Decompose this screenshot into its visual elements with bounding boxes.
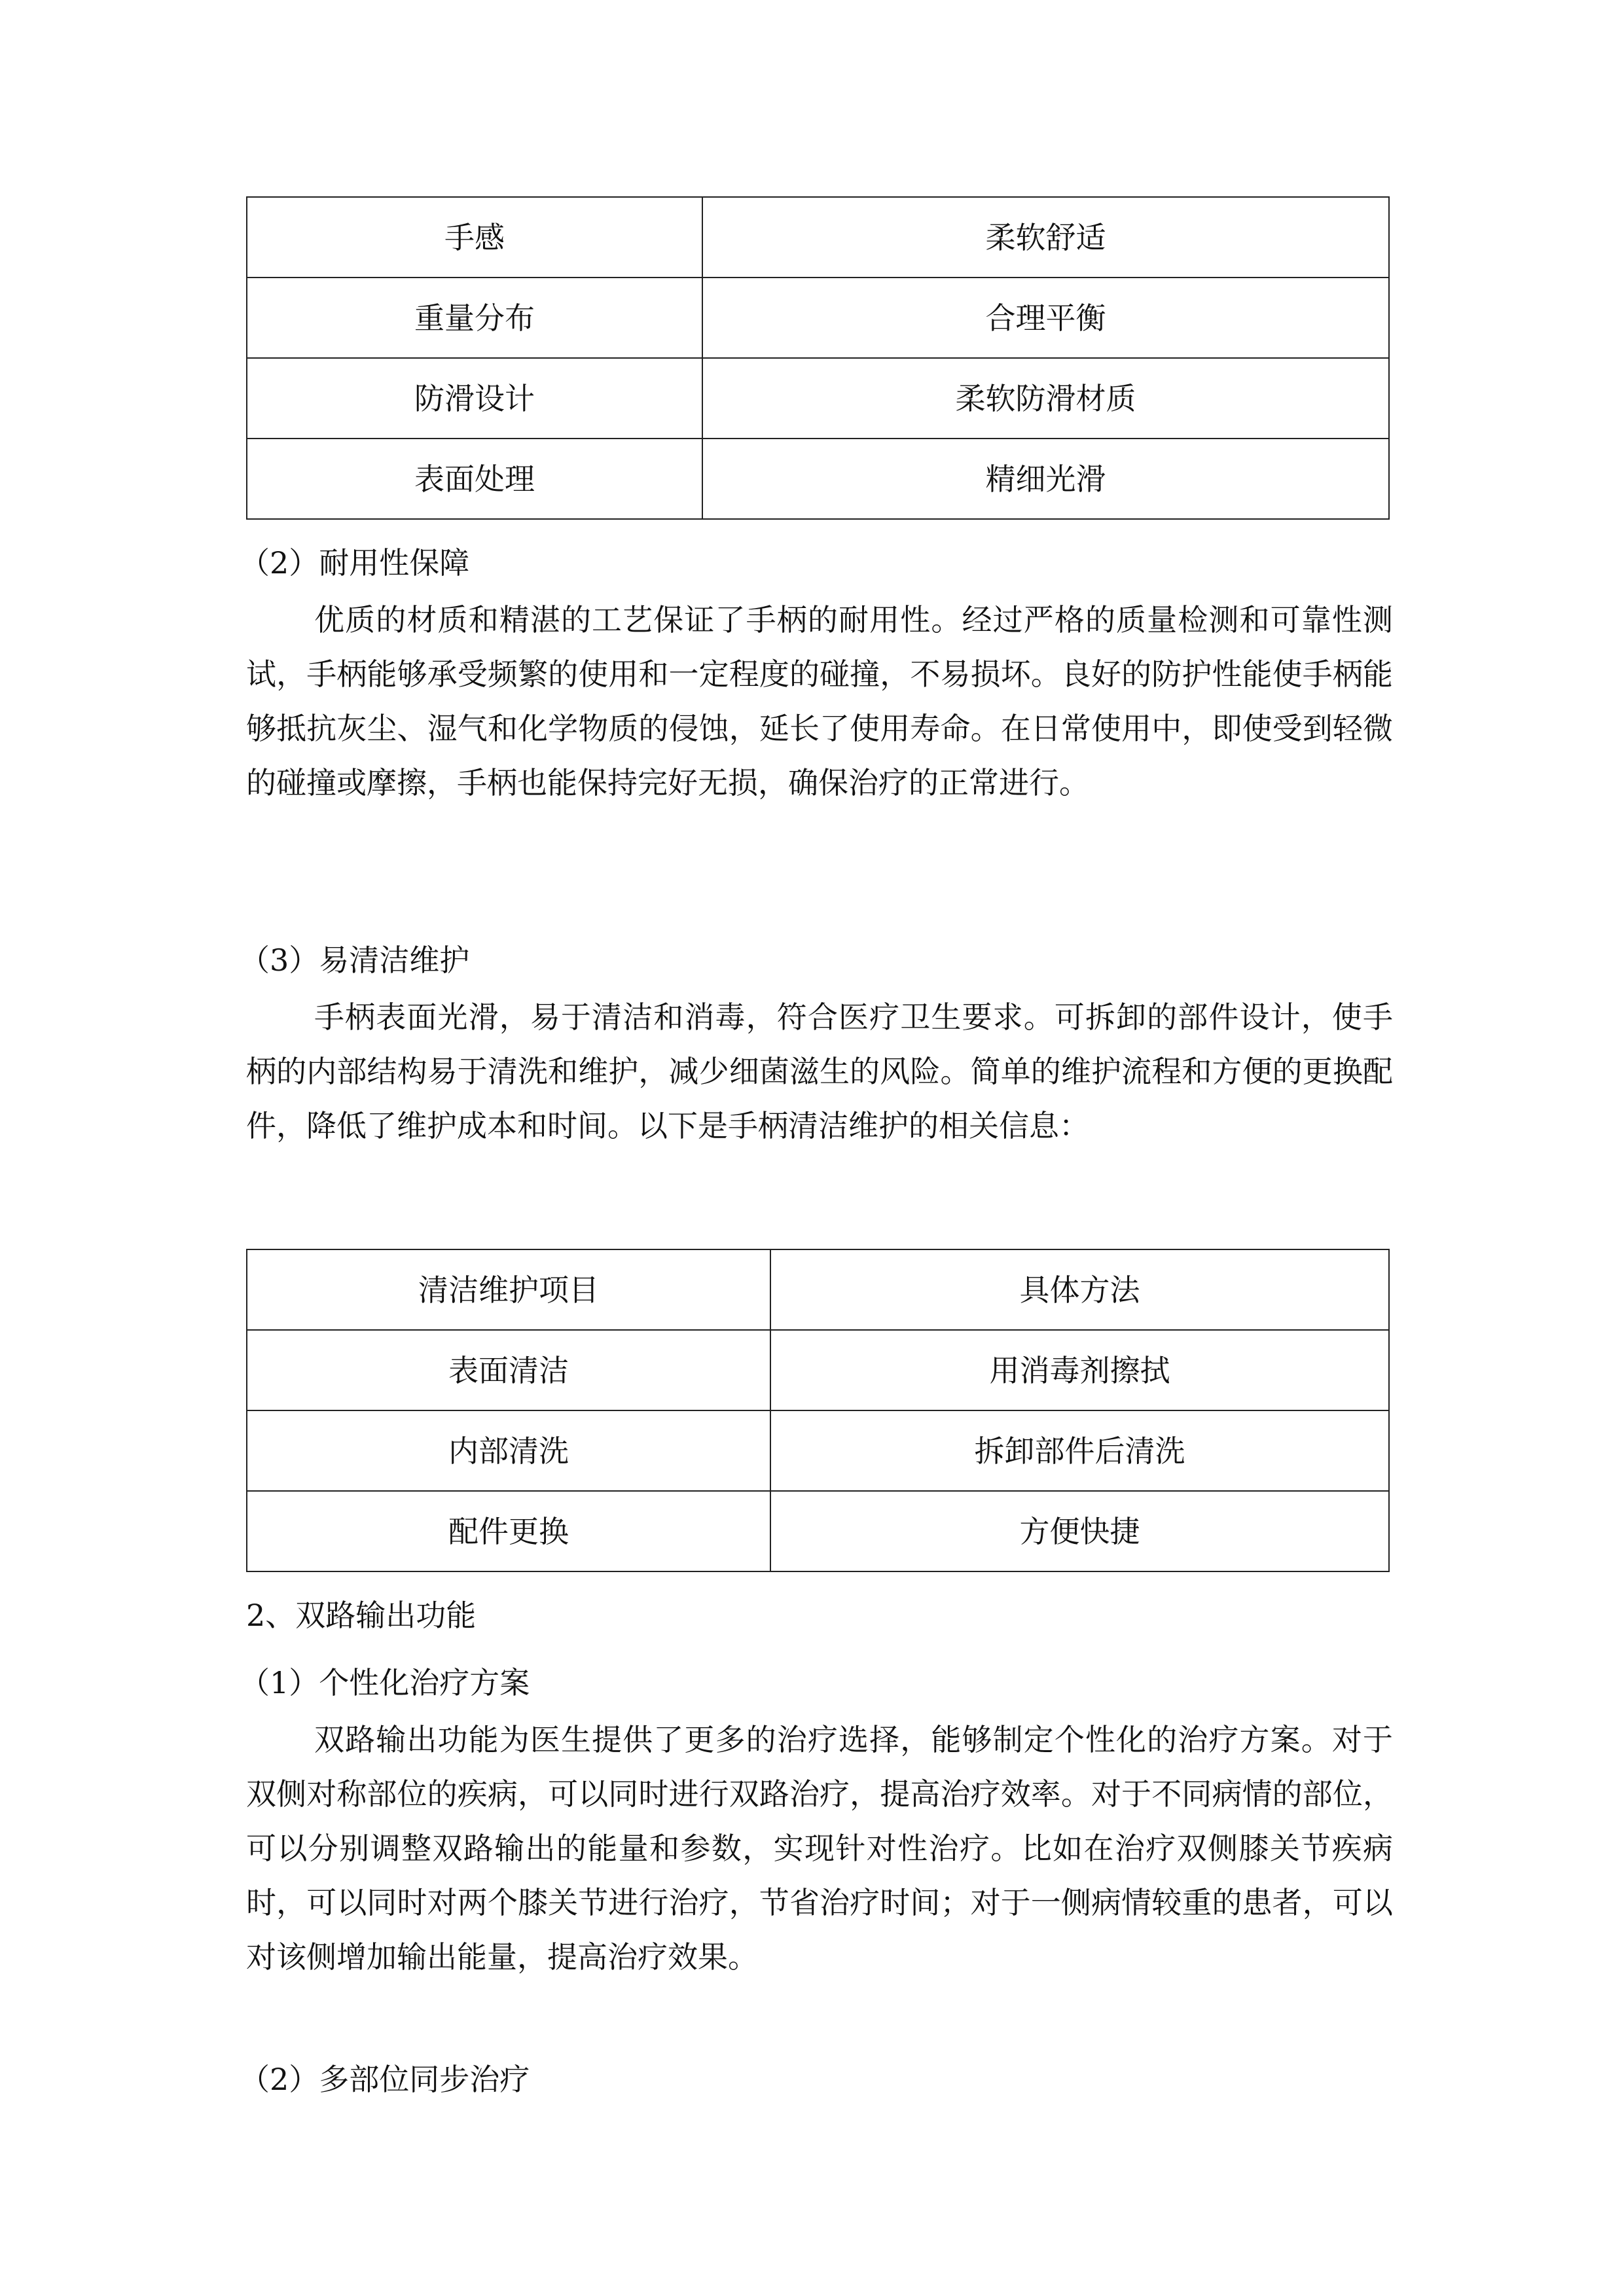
- table-cell: 重量分布: [247, 278, 702, 358]
- table-cell: 柔软舒适: [702, 197, 1389, 278]
- durability-heading: （2）耐用性保障: [240, 545, 470, 581]
- cleaning-paragraph: 手柄表面光滑，易于清洁和消毒，符合医疗卫生要求。可拆卸的部件设计，使手柄的内部结构易于清洗和维护，减少细菌滋生的风险。简单的维护流程和方便的更换配件，降低了维护成本和时间。以下是手柄清洁维护的相关信息：: [246, 999, 1393, 1143]
- table-cell: 配件更换: [247, 1491, 770, 1571]
- table-cell: 方便快捷: [770, 1491, 1389, 1571]
- table-cell: 拆卸部件后清洗: [770, 1410, 1389, 1491]
- cleaning-heading: （3）易清洁维护: [240, 942, 470, 978]
- table-row: [247, 1330, 1389, 1410]
- table-header-row: [247, 1249, 1389, 1330]
- table-cell: 防滑设计: [247, 358, 702, 439]
- durability-paragraph: 优质的材质和精湛的工艺保证了手柄的耐用性。经过严格的质量检测和可靠性测试，手柄能够承受频繁的使用和一定程度的碰撞，不易损坏。良好的防护性能使手柄能够抵抗灰尘、湿气和化学物质的侵蚀，延长了使用寿命。在日常使用中，即使受到轻微的碰撞或摩擦，手柄也能保持完好无损，确保治疗的正常进行。: [246, 602, 1393, 800]
- table-row: [247, 197, 1389, 278]
- table-row: [247, 278, 1389, 358]
- personalized-heading: （1）个性化治疗方案: [240, 1665, 530, 1700]
- cleaning-maintenance-table: [246, 1249, 1390, 1572]
- table-header-cell: 清洁维护项目: [247, 1249, 770, 1330]
- table-row: [247, 358, 1389, 439]
- table-cell: 精细光滑: [702, 439, 1389, 519]
- personalized-paragraph: 双路输出功能为医生提供了更多的治疗选择，能够制定个性化的治疗方案。对于双侧对称部位的疾病，可以同时进行双路治疗，提高治疗效率。对于不同病情的部位，可以分别调整双路输出的能量和参数，实现针对性治疗。比如在治疗双侧膝关节疾病时，可以同时对两个膝关节进行治疗，节省治疗时间；对于一侧病情较重的患者，可以对该侧增加输出能量，提高治疗效果。: [246, 1722, 1393, 1975]
- table-cell: 表面清洁: [247, 1330, 770, 1410]
- handle-feel-table: [246, 196, 1390, 520]
- table-row: [247, 439, 1389, 519]
- table-cell: 表面处理: [247, 439, 702, 519]
- multisite-heading: （2）多部位同步治疗: [240, 2062, 530, 2097]
- table-cell: 柔软防滑材质: [702, 358, 1389, 439]
- table-cell: 内部清洗: [247, 1410, 770, 1491]
- dual-output-heading: 2、双路输出功能: [246, 1598, 477, 1633]
- table-row: [247, 1491, 1389, 1571]
- table-cell: 合理平衡: [702, 278, 1389, 358]
- table-header-cell: 具体方法: [770, 1249, 1389, 1330]
- table-row: [247, 1410, 1389, 1491]
- table-cell: 手感: [247, 197, 702, 278]
- table-cell: 用消毒剂擦拭: [770, 1330, 1389, 1410]
